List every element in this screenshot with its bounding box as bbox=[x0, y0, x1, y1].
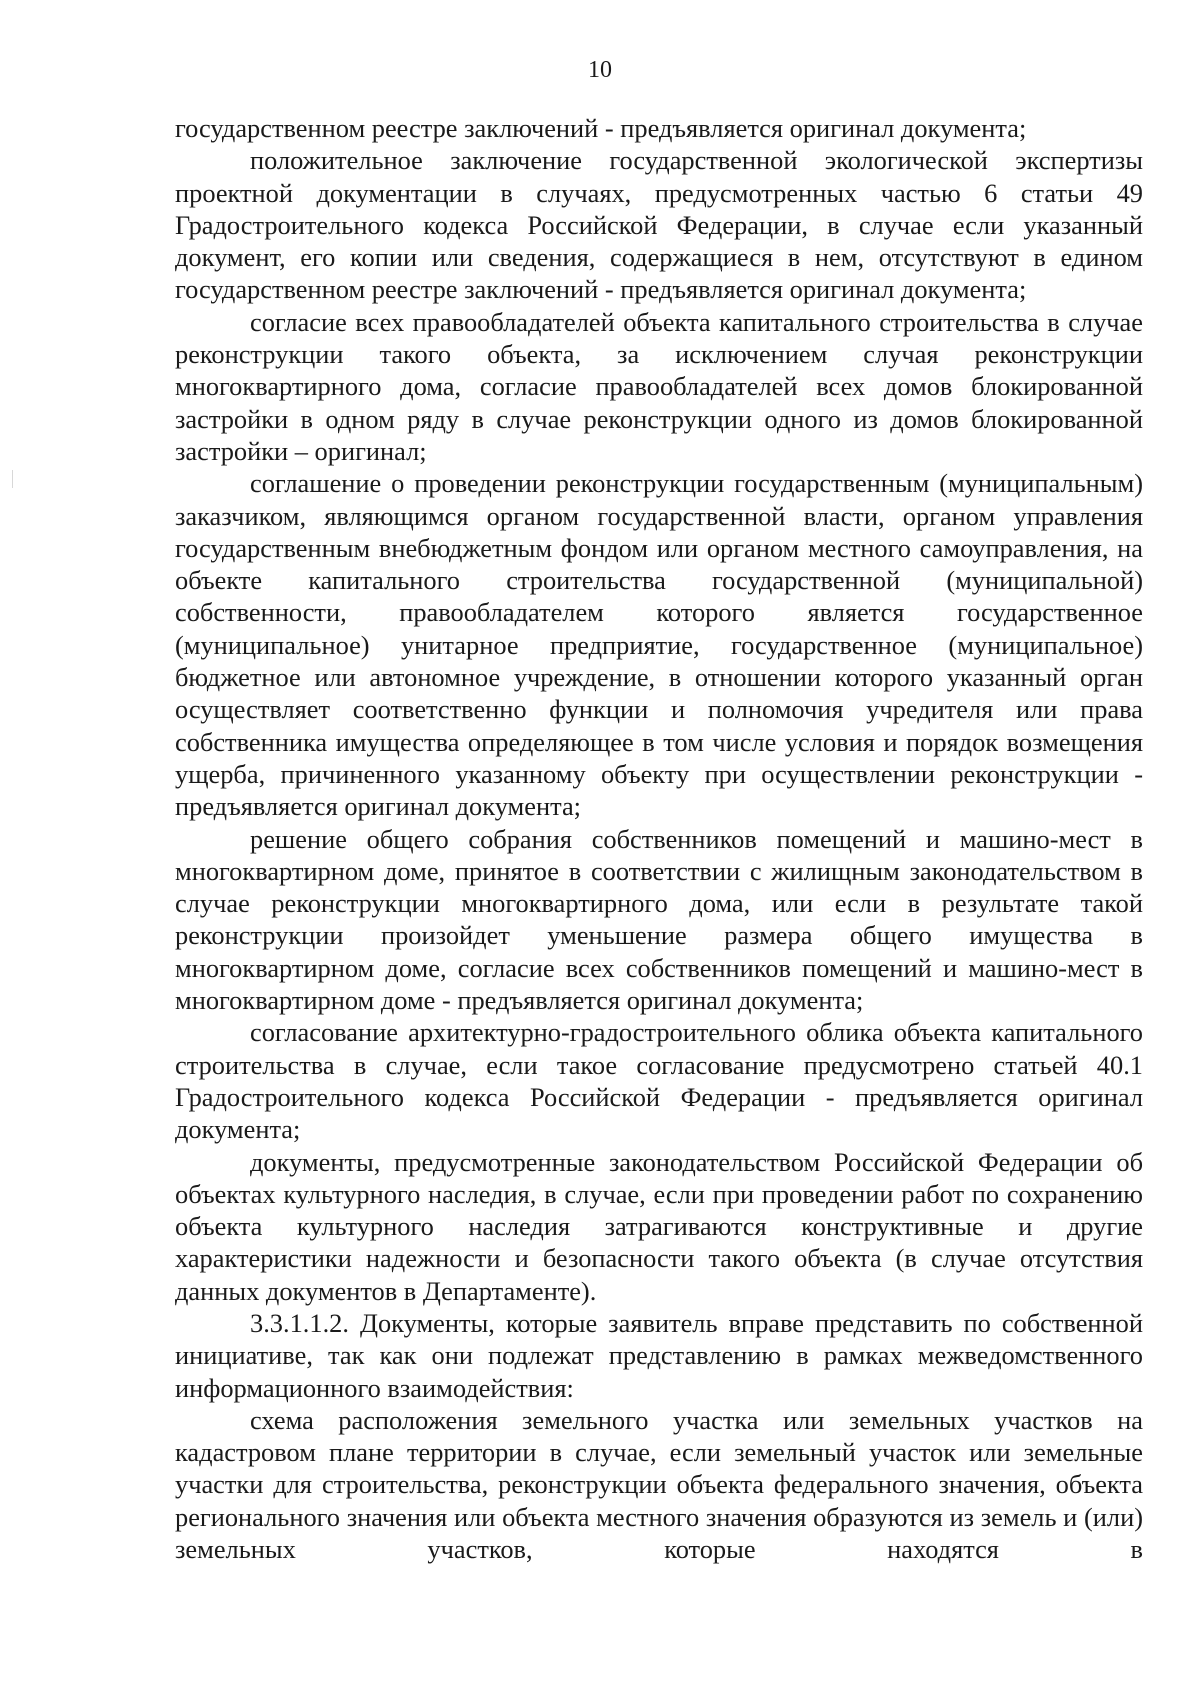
paragraph-continuation: государственном реестре заключений - предъявляется оригинал документа; bbox=[175, 113, 1027, 143]
page-number: 10 bbox=[588, 57, 612, 83]
paragraph-land-plot-scheme: схема расположения земельного участка или земельных участков на кадастровом плане территории в случае, если земельный участок или земельные участки для строительства, реконструкции объекта федерального значения, объекта регионального значения или объекта местного значения образуются из земель и (или) земельных участков, которые находятся в bbox=[175, 1404, 1143, 1565]
paragraph-owners-meeting-decision: решение общего собрания собственников помещений и машино-мест в многоквартирном доме, принятое в соответствии с жилищным законодательством в случае реконструкции многоквартирного дома, или если в результате такой реконструкции произойдет уменьшение размера общего имущества в многоквартирном доме, согласие всех собственников помещений и машино-мест в многоквартирном доме - предъявляется оригинал документа; bbox=[175, 823, 1143, 1016]
paragraph-cultural-heritage-documents: документы, предусмотренные законодательством Российской Федерации об объектах культурного наследия, в случае, если при проведении работ по сохранению объекта культурного наследия затрагиваются конструктивные и другие характеристики надежности и безопасности такого объекта (в случае отсутствия данных документов в Департаменте). bbox=[175, 1146, 1143, 1306]
document-body bbox=[175, 112, 1143, 1565]
paragraph-reconstruction-agreement: соглашение о проведении реконструкции государственным (муниципальным) заказчиком, являющимся органом государственной власти, органом управления государственным внебюджетным фондом или органом местного самоуправления, на объекте капитального строительства государственной (муниципальной) собственности, правообладателем которого является государственное (муниципальное) унитарное предприятие, государственное (муниципальное) бюджетное или автономное учреждение, в отношении которого указанный орган осуществляет соответственно функции и полномочия учредителя или права собственника имущества определяющее в том числе условия и порядок возмещения ущерба, причиненного указанному объекту при осуществлении реконструкции - предъявляется оригинал документа; bbox=[175, 468, 1143, 822]
paragraph-clause-3-3-1-1-2: 3.3.1.1.2. Документы, которые заявитель вправе представить по собственной инициативе, так как они подлежат представлению в рамках межведомственного информационного взаимодействия: bbox=[175, 1307, 1143, 1403]
scan-margin-mark bbox=[12, 470, 13, 488]
paragraph-architectural-approval: согласование архитектурно-градостроительного облика объекта капитального строительства в случае, если такое согласование предусмотрено статьей 40.1 Градостроительного кодекса Российской Федерации - предъявляется оригинал документа; bbox=[175, 1017, 1143, 1145]
paragraph-ecological-expertise: положительное заключение государственной экологической экспертизы проектной документации в случаях, предусмотренных частью 6 статьи 49 Градостроительного кодекса Российской Федерации, в случае если указанный документ, его копии или сведения, содержащиеся в нем, отсутствуют в едином государственном реестре заключений - предъявляется оригинал документа; bbox=[175, 145, 1143, 305]
paragraph-rights-holders-consent: согласие всех правообладателей объекта капитального строительства в случае реконструкции такого объекта, за исключением случая реконструкции многоквартирного дома, согласие правообладателей всех домов блокированной застройки в одном ряду в случае реконструкции одного из домов блокированной застройки – оригинал; bbox=[175, 306, 1143, 466]
